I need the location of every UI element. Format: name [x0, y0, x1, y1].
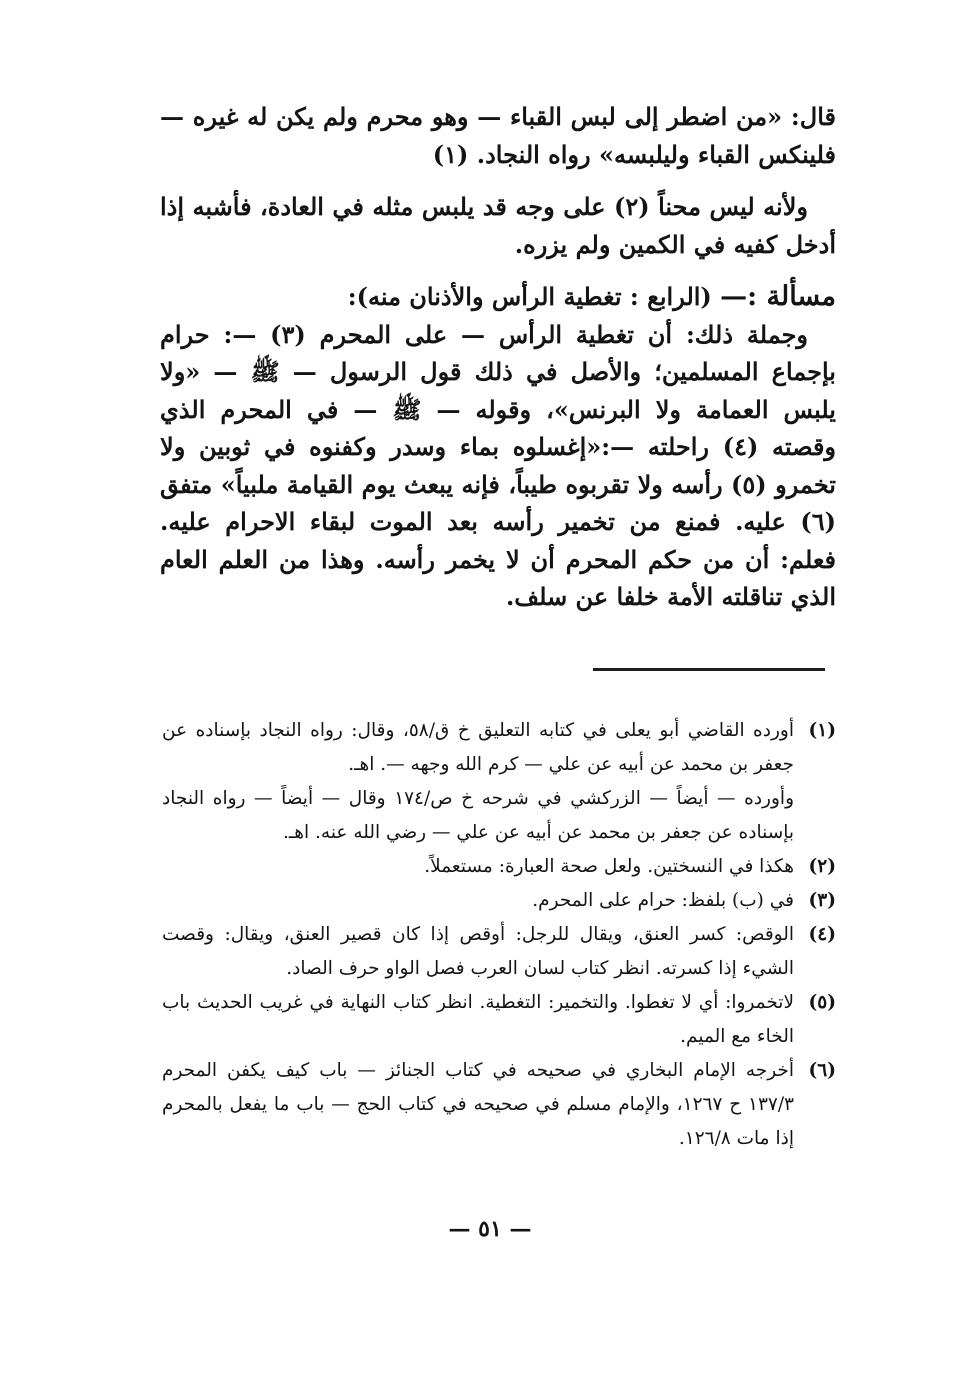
footnote-text-continued: وأورده — أيضاً — الزركشي في شرحه خ ص/١٧٤ وقال — أيضاً — رواه النجاد بإسناده عن جعفر بن محمد عن أبيه عن علي — رضي الله عنه. اهـ.	[162, 788, 794, 843]
footnote-5	[162, 986, 836, 1054]
footnote-text: هكذا في النسختين. ولعل صحة العبارة: مستعملاً.	[424, 856, 794, 877]
footnote-number: (٥)	[808, 992, 836, 1013]
paragraph-reasoning: ولأنه ليس محناً (٢) على وجه قد يلبس مثله في العادة، فأشبه إذا أدخل كفيه في الكمين ولم يزره.	[160, 192, 836, 259]
footnote-4	[162, 918, 836, 986]
footnote-2	[162, 850, 836, 884]
footnote-text: أخرجه الإمام البخاري في صحيحه في كتاب الجنائز — باب كيف يكفن المحرم ١٣٧/٣ ح ١٢٦٧، والإمام مسلم في صحيحه في كتاب الحج — باب ما يفعل بالمحرم إذا مات ١٢٦/٨.	[162, 1060, 794, 1149]
footnote-text: في (ب) بلفظ: حرام على المحرم.	[532, 890, 794, 911]
footnote-number: (٣)	[808, 890, 836, 911]
masala-title: (الرابع : تغطية الرأس والأذنان منه):	[347, 282, 712, 311]
page-number: — ٥١ —	[448, 1216, 532, 1242]
footnote-text: الوقص: كسر العنق، ويقال للرجل: أوقص إذا كان قصير العنق، ويقال: وقصت الشيء إذا كسرته. انظر كتاب لسان العرب فصل الواو حرف الصاد.	[162, 924, 794, 979]
footnotes-block	[162, 714, 836, 1156]
footnote-1	[162, 714, 836, 850]
footnote-number: (٢)	[808, 856, 836, 877]
paragraph-qaba: قال: «من اضطر إلى لبس القباء — وهو محرم ولم يكن له غيره — فلينكس القباء وليلبسه» رواه النجاد. (١)	[160, 102, 836, 169]
footnote-6	[162, 1054, 836, 1156]
main-text-block	[160, 98, 836, 616]
footnote-number: (١)	[808, 720, 836, 741]
masala-heading	[160, 278, 836, 316]
footnote-number: (٦)	[808, 1060, 836, 1081]
paragraph-head-covering: وجملة ذلك: أن تغطية الرأس — على المحرم (٣) —: حرام بإجماع المسلمين؛ والأصل في ذلك قول الرسول — ﷺ — «ولا يلبس العمامة ولا البرنس»، وقوله — ﷺ — في المحرم الذي وقصته (٤) راحلته —:«إغسلوه بماء وسدر وكفنوه في ثوبين ولا تخمرو (٥) رأسه ولا تقربوه طيباً، فإنه يبعث يوم القيامة ملبياً» متفق (٦) عليه. فمنع من تخمير رأسه بعد الموت لبقاء الاحرام عليه. فعلم: أن من حكم المحرم أن لا يخمر رأسه. وهذا من العلم العام الذي تناقلته الأمة خلفا عن سلف.	[160, 319, 837, 611]
masala-label: مسألة :—	[720, 281, 836, 312]
footnote-text: أورده القاضي أبو يعلى في كتابه التعليق خ ق/٥٨، وقال: رواه النجاد بإسناده عن جعفر بن محمد عن أبيه عن علي — كرم الله وجهه —. اهـ.	[162, 720, 794, 775]
footnote-number: (٤)	[808, 924, 836, 945]
footnote-text: لاتخمروا: أي لا تغطوا. والتخمير: التغطية. انظر كتاب النهاية في غريب الحديث باب الخاء مع الميم.	[162, 992, 794, 1047]
footnote-divider	[593, 668, 825, 671]
footnote-3	[162, 884, 836, 918]
